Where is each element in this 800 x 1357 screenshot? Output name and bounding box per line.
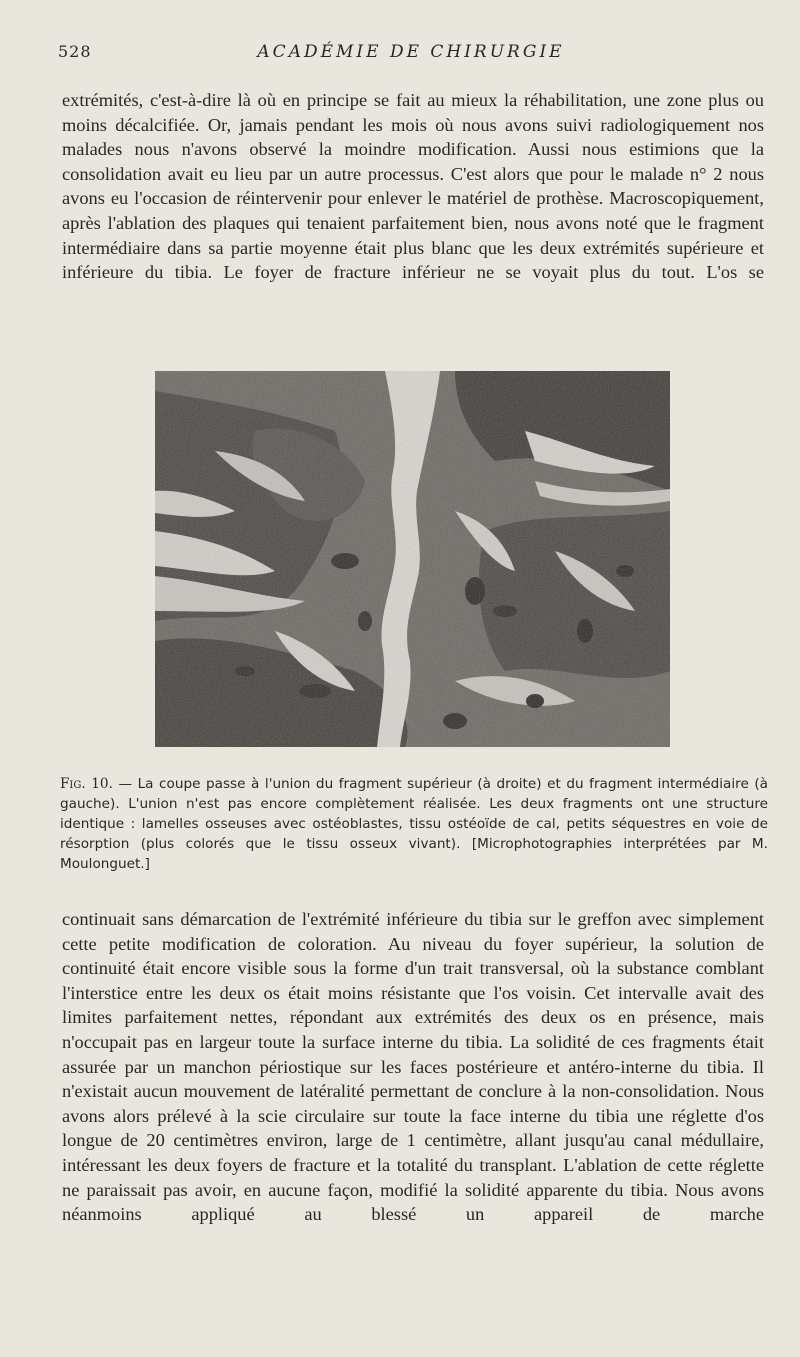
page-number: 528 — [58, 42, 92, 61]
caption-text: — La coupe passe à l'union du fragment supérieur (à droite) et du fragment intermédiaire (à gauche). L'union n'est pas encore complètement réalisée. Les deux fragments ont une structure identique : lamelles osseuses avec ostéoblastes, tissu ostéoïde de cal, petits séquestres en voie de résorption (plus colorés que le tissu osseux vivant). [Microphotographies interprétées par M. Moulonguet.] — [60, 776, 768, 872]
paragraph-1: extrémités, c'est-à-dire là où en principe se fait au mieux la réhabilitation, une zone plus ou moins décalcifiée. Or, jamais pendant les mois où nous avons suivi radiologiquement nos malades nous n'avons observé la moindre modification. Aussi nous estimions que la consolidation avait eu lieu par un autre processus. C'est alors que pour le malade n° 2 nous avons eu l'occasion de réintervenir pour enlever le matériel de prothèse. Macroscopiquement, après l'ablation des plaques qui tenaient parfaitement bien, nous avons noté que le fragment intermédiaire dans sa partie moyenne était plus blanc que les deux extrémités supérieure et inférieure du tibia. Le foyer de fracture inférieur ne se voyait plus du tout. L'os se — [62, 90, 764, 283]
figure-caption — [60, 774, 768, 874]
running-head: ACADÉMIE DE CHIRURGIE — [257, 42, 565, 62]
micrograph-figure — [155, 371, 670, 747]
micrograph-image — [155, 371, 670, 747]
figure-label: Fig. 10. — [60, 776, 113, 792]
paragraph-2: continuait sans démarcation de l'extrémité inférieure du tibia sur le greffon avec simplement cette petite modification de coloration. Au niveau du foyer supérieur, la solution de continuité était encore visible sous la forme d'un trait transversal, où la substance comblant l'interstice entre les deux os était moins résistante que l'os voisin. Cet intervalle avait des limites parfaitement nettes, répondant aux extrémités des deux os en présence, mais n'occupait pas en largeur toute la surface interne du tibia. La solidité de ces fragments était assurée par un manchon périostique sur les faces postérieure et antéro-interne du tibia. Il n'existait aucun mouvement de latéralité permettant de conclure à la non-consolidation. Nous avons alors prélevé à la scie circulaire sur toute la face interne du tibia une réglette d'os longue de 20 centimètres environ, large de 1 centimètre, allant jusqu'au canal médullaire, intéressant les deux foyers de fracture et la totalité du transplant. L'ablation de cette réglette ne paraissait pas avoir, en aucune façon, modifié la solidité apparente du tibia. Nous avons néanmoins appliqué au blessé un appareil de marche — [62, 909, 764, 1225]
page-header — [58, 42, 764, 68]
